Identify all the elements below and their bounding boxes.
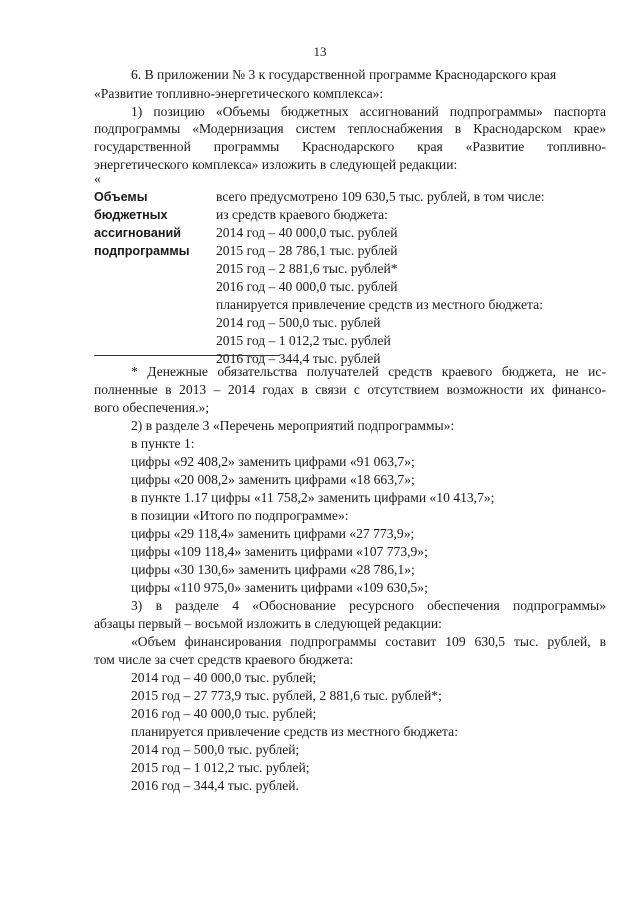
open-quote: « — [94, 171, 101, 186]
footnote-line3: вого обеспечения.»; — [94, 400, 210, 415]
footnote-line2: полненные в 2013 – 2014 годах в связи с отсутствием возможности их финансо- — [94, 382, 606, 397]
passport-line-4: 2015 год – 28 786,1 тыс. рублей — [216, 243, 398, 258]
passport-line-5: 2015 год – 2 881,6 тыс. рублей* — [216, 261, 398, 276]
sub3-year-2: 2015 год – 27 773,9 тыс. рублей, 2 881,6 тыс. рублей*; — [131, 688, 442, 703]
sub2-replace-6: цифры «110 975,0» заменить цифрами «109 630,5»; — [131, 580, 428, 595]
passport-line-8: 2014 год – 500,0 тыс. рублей — [216, 315, 381, 330]
sub2-replace-3: цифры «29 118,4» заменить цифрами «27 773,9»; — [131, 526, 415, 541]
page-number: 13 — [313, 44, 327, 59]
sub3-year-1: 2014 год – 40 000,0 тыс. рублей; — [131, 670, 317, 685]
footnote-line1: * Денежные обязательства получателей средств краевого бюджета, не ис- — [131, 364, 606, 379]
item6-line2: «Развитие топливно-энергетического комплекса»: — [94, 86, 384, 101]
sub3-line2: абзацы первый – восьмой изложить в следующей редакции: — [94, 616, 442, 631]
passport-line-6: 2016 год – 40 000,0 тыс. рублей — [216, 279, 398, 294]
sub1-line1: 1) позицию «Объемы бюджетных ассигнований подпрограммы» паспорта — [131, 104, 606, 119]
sub2-total: в позиции «Итого по подпрограмме»: — [131, 508, 349, 523]
passport-line-3: 2014 год – 40 000,0 тыс. рублей — [216, 225, 398, 240]
sub1-line4: энергетического комплекса» изложить в следующей редакции: — [94, 157, 458, 172]
sub2-replace-5: цифры «30 130,6» заменить цифрами «28 786,1»; — [131, 562, 415, 577]
passport-line-9: 2015 год – 1 012,2 тыс. рублей — [216, 333, 391, 348]
passport-label-1: Объемы — [94, 190, 148, 204]
sub2-intro: 2) в разделе 3 «Перечень мероприятий подпрограммы»: — [131, 418, 455, 433]
sub1-line3: государственной программы Краснодарского края «Развитие топливно- — [94, 139, 606, 154]
sub1-line2: подпрограммы «Модернизация систем теплоснабжения в Краснодарском крае» — [94, 121, 606, 136]
sub2-replace-1: цифры «92 408,2» заменить цифрами «91 063,7»; — [131, 454, 415, 469]
sub3-local-2: 2015 год – 1 012,2 тыс. рублей; — [131, 760, 310, 775]
passport-label-3: ассигнований — [94, 226, 181, 240]
passport-line-7: планируется привлечение средств из местного бюджета: — [216, 297, 543, 312]
sub3-local-3: 2016 год – 344,4 тыс. рублей. — [131, 778, 299, 793]
passport-label-4: подпрограммы — [94, 244, 190, 258]
sub2-replace-4: цифры «109 118,4» заменить цифрами «107 773,9»; — [131, 544, 428, 559]
passport-line-2: из средств краевого бюджета: — [216, 207, 388, 222]
passport-line-1: всего предусмотрено 109 630,5 тыс. рублей, в том числе: — [216, 189, 545, 204]
passport-line-10: 2016 год – 344,4 тыс. рублей — [216, 351, 381, 366]
sub3-local: планируется привлечение средств из местного бюджета: — [131, 724, 458, 739]
passport-label-2: бюджетных — [94, 208, 168, 222]
sub3-line1: 3) в разделе 4 «Обоснование ресурсного обеспечения подпрограммы» — [131, 598, 606, 613]
sub2-replace-2: цифры «20 008,2» заменить цифрами «18 663,7»; — [131, 472, 415, 487]
sub3-year-3: 2016 год – 40 000,0 тыс. рублей; — [131, 706, 317, 721]
sub3-quote-1: «Объем финансирования подпрограммы составит 109 630,5 тыс. рублей, в — [131, 634, 606, 649]
item6-line1: 6. В приложении № 3 к государственной программе Краснодарского края — [131, 67, 557, 82]
sub2-point1: в пункте 1: — [131, 436, 195, 451]
sub3-quote-2: том числе за счет средств краевого бюджета: — [94, 652, 354, 667]
sub3-local-1: 2014 год – 500,0 тыс. рублей; — [131, 742, 300, 757]
sub2-point117: в пункте 1.17 цифры «11 758,2» заменить цифрами «10 413,7»; — [131, 490, 495, 505]
footnote-rule — [94, 355, 280, 356]
